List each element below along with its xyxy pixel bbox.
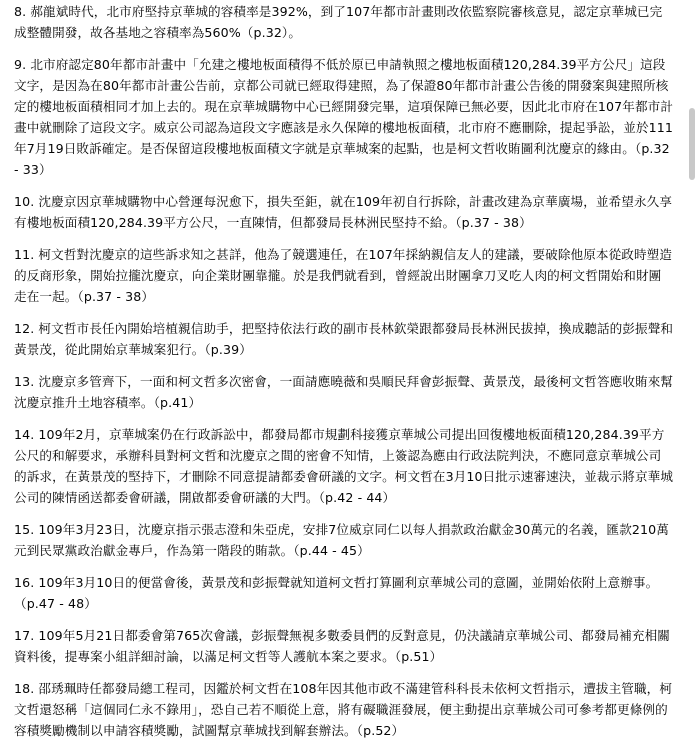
list-item: 10. 沈慶京因京華城購物中心營運每況愈下，損失至鉅，就在109年初自行拆除，計畫改建為京華廣場，並希望永久享有樓地板面積120,284.39平方公尺，一直陳情，但都發局長林洲民堅持不給。（p.37 - 38） xyxy=(14,194,673,230)
list-item: 16. 109年3月10日的便當會後，黃景茂和彭振聲就知道柯文哲打算圖利京華城公司的意圖，並開始依附上意辦事。（p.47 - 48） xyxy=(14,575,659,611)
list-item: 9. 北市府認定80年都市計畫中「允建之樓地板面積得不低於原已申請執照之樓地板面積120,284.39平方公尺」這段文字，是因為在80年都市計畫公告前，京都公司就已經取得建照，為了保證80年都市計畫公告後的開發案與建照所核定的樓地板面積相同才加上去的。現在京華城購物中心已經開發完畢，這項保障已無必要，因此北市府在107年都市計畫中就刪除了這段文字。威京公司認為這段文字應該是永久保障的樓地板面積，北市府不應刪除，提起爭訟，並於111年7月19日敗訴確定。是否保留這段樓地板面積文字就是京華城案的起點，也是柯文哲收賄圖利沈慶京的緣由。（p.32 - 33） xyxy=(14,57,674,177)
list-item: 8. 郝龍斌時代，北市府堅持京華城的容積率是392%，到了107年都市計畫則改依監察院審核意見，認定京華城已完成整體開發，故各基地之容積率為560%（p.32）。 xyxy=(14,4,663,40)
list-item: 13. 沈慶京多管齊下，一面和柯文哲多次密會，一面請應曉薇和吳順民拜會彭振聲、黃景茂，最後柯文哲答應收賄來幫沈慶京推升土地容積率。（p.41） xyxy=(14,374,674,410)
list-item: 14. 109年2月，京華城案仍在行政訴訟中，都發局都市規劃科接獲京華城公司提出回復樓地板面積120,284.39平方公尺的和解要求，承辦科員對柯文哲和沈慶京之間的密會不知情，上簽認為應由行政法院判決，不應同意京華城公司的訴求，在黃景茂的堅持下，才刪除不同意提請都委會研議的文字。柯文哲在3月10日批示速審速決，並裁示將京華城公司的陳情函送都委會研議，開啟都委會研議的大門。（p.42 - 44） xyxy=(14,427,674,505)
list-item: 18. 邵琇珮時任都發局總工程司，因鑑於柯文哲在108年因其他市政不滿建管科科長未依柯文哲指示，遭拔主管職，柯文哲還怒稱「這個同仁永不錄用」，恐自己若不順從上意，將有礙職涯發展，便主動提出京華城公司可參考都更條例的容積獎勵機制以申請容積獎勵，試圖幫京華城找到解套辦法。（p.52） xyxy=(14,681,673,738)
list-item: 15. 109年3月23日，沈慶京指示張志澄和朱亞虎，安排7位威京同仁以每人捐款政治獻金30萬元的名義，匯款210萬元到民眾黨政治獻金專戶，作為第一階段的賄款。（p.44 - 45） xyxy=(14,522,669,558)
scrollbar-thumb[interactable] xyxy=(689,108,695,180)
list-item: 11. 柯文哲對沈慶京的這些訴求知之甚詳，他為了競選連任，在107年採納親信友人的建議，要破除他原本從政時塑造的反商形象，開始拉攏沈慶京，向企業財團靠攏。於是我們就看到，曾經說出財團拿刀叉吃人肉的柯文哲開始和財團走在一起。（p.37 - 38） xyxy=(14,247,673,304)
vertical-scrollbar[interactable] xyxy=(686,0,698,727)
list-item: 17. 109年5月21日都委會第765次會議，彭振聲無視多數委員們的反對意見，仍決議請京華城公司、都發局補充相關資料後，提專案小組詳細討論，以滿足柯文哲等人護航本案之要求。（p.51） xyxy=(14,628,670,664)
list-item: 12. 柯文哲市長任內開始培植親信助手，把堅持依法行政的副市長林欽榮跟都發局長林洲民拔掉，換成聽話的彭振聲和黃景茂，從此開始京華城案犯行。（p.39） xyxy=(14,321,674,357)
